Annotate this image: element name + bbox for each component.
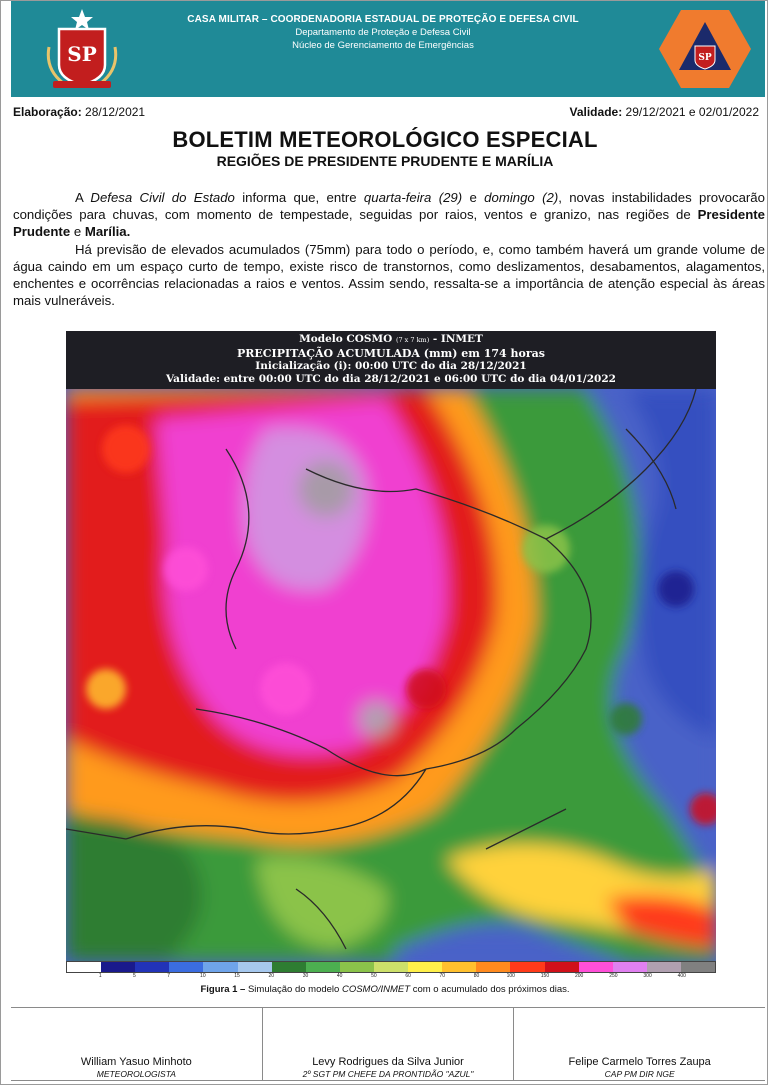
signature-name: Levy Rodrigues da Silva Junior xyxy=(312,1056,464,1068)
map-model-name: Modelo COSMO xyxy=(299,333,393,345)
dc-logo-text: SP xyxy=(698,53,712,63)
p1-text-3: e xyxy=(462,190,485,205)
sp-logo-text: SP xyxy=(67,42,97,66)
header-line-2: Departamento de Proteção e Defesa Civil xyxy=(295,27,471,38)
scale-tick-label: 40 xyxy=(336,973,343,979)
signature-role: METEOROLOGISTA xyxy=(96,1069,176,1079)
scale-swatches xyxy=(66,961,716,973)
scale-tick-label: 200 xyxy=(574,973,584,979)
p1-domingo: domingo (2) xyxy=(484,190,559,205)
scale-swatch xyxy=(135,962,169,972)
validade-value: 29/12/2021 e 02/01/2022 xyxy=(625,105,759,119)
scale-ticks xyxy=(66,973,716,981)
scale-tick-label: 20 xyxy=(268,973,275,979)
header-text xyxy=(131,13,635,52)
scale-swatch xyxy=(169,962,203,972)
scale-tick-label: 5 xyxy=(133,973,136,979)
header-banner xyxy=(11,1,765,97)
scale-swatch xyxy=(476,962,510,972)
caption-label: Figura 1 – xyxy=(200,984,246,995)
scale-tick-label: 300 xyxy=(643,973,652,979)
scale-swatch xyxy=(408,962,442,972)
elaboracao-label: Elaboração: xyxy=(13,105,82,119)
sao-paulo-coat-of-arms-icon xyxy=(45,7,119,91)
p1-quarta: quarta-feira (29) xyxy=(363,190,463,205)
header-line-1: CASA MILITAR – COORDENADORIA ESTADUAL DE PROTEÇÃO E DEFESA CIVIL xyxy=(187,14,579,25)
caption-text-2: com o acumulado dos próximos dias. xyxy=(410,984,570,995)
scale-swatch xyxy=(101,962,135,972)
scale-swatch xyxy=(647,962,681,972)
p1-defesa-civil: Defesa Civil do Estado xyxy=(90,190,235,205)
scale-swatch xyxy=(579,962,613,972)
scale-swatch xyxy=(203,962,237,972)
p1-text-5: e xyxy=(70,224,85,240)
scale-swatch xyxy=(442,962,476,972)
scale-swatch xyxy=(374,962,408,972)
signature-name: Felipe Carmelo Torres Zaupa xyxy=(568,1056,711,1068)
scale-swatch xyxy=(681,962,715,972)
scale-swatch xyxy=(272,962,306,972)
validade-date xyxy=(570,105,760,119)
defesa-civil-logo-icon xyxy=(657,8,753,90)
figure-caption xyxy=(1,984,768,995)
precipitation-map xyxy=(66,389,716,961)
signature-prontidao-chief xyxy=(263,1008,515,1080)
p1-presidente-prudente: Presidente Prudente xyxy=(13,207,765,240)
scale-tick-label: 30 xyxy=(302,973,309,979)
p1-text-2: informa que, entre xyxy=(234,190,364,205)
scale-swatch xyxy=(545,962,579,972)
bulletin-title: BOLETIM METEOROLÓGICO ESPECIAL xyxy=(172,127,598,152)
map-header xyxy=(66,331,716,389)
scale-tick-label: 1 xyxy=(98,973,102,979)
map-header-line-4: Validade: entre 00:00 UTC do dia 28/12/2021 e 06:00 UTC do dia 04/01/2022 xyxy=(166,373,616,385)
paragraph-1 xyxy=(13,189,765,241)
bulletin-subtitle: REGIÕES DE PRESIDENTE PRUDENTE E MARÍLIA xyxy=(216,153,554,169)
signature-meteorologist xyxy=(11,1008,263,1080)
elaboracao-date xyxy=(13,105,145,119)
p1-marilia: Marília. xyxy=(84,224,131,240)
scale-swatch xyxy=(613,962,647,972)
scale-swatch xyxy=(306,962,340,972)
scale-tick-label: 150 xyxy=(540,973,550,979)
signature-director xyxy=(514,1008,765,1080)
map-model-resolution: (7 x 7 km) xyxy=(395,336,430,344)
scale-swatch xyxy=(238,962,272,972)
scale-swatch xyxy=(510,962,544,972)
precipitation-map-graphic xyxy=(66,389,716,961)
map-header-line-1 xyxy=(66,331,716,347)
validade-label: Validade: xyxy=(569,105,623,119)
elaboracao-value: 28/12/2021 xyxy=(85,105,146,119)
precipitation-map-figure xyxy=(66,331,716,981)
scale-swatch xyxy=(340,962,374,972)
signature-name: William Yasuo Minhoto xyxy=(80,1056,192,1068)
precipitation-color-scale xyxy=(66,961,716,981)
scale-tick-label: 50 xyxy=(371,973,377,979)
caption-text-1: Simulação do modelo xyxy=(245,984,342,995)
map-model-source: - INMET xyxy=(429,333,483,345)
signature-role: CAP PM DIR NGE xyxy=(604,1069,675,1079)
scale-tick-label: 80 xyxy=(473,973,480,979)
scale-tick-label: 100 xyxy=(506,973,515,979)
scale-tick-label: 250 xyxy=(609,973,618,979)
scale-tick-label: 7 xyxy=(167,973,171,979)
scale-tick-label: 70 xyxy=(439,973,446,979)
paragraph-2: Há previsão de elevados acumulados (75mm) para todo o período, e, como também haverá um grande volume de água caindo em um espaço curto de tempo, existe risco de transtornos, como deslizamentos, desabamentos, alagamentos, enchentes e ocorrências relacionadas a raios e ventos. Assim sendo, ressalta-se a importância de atenção especial às áreas mais vulneráveis. xyxy=(13,241,765,309)
map-header-line-2: PRECIPITAÇÃO ACUMULADA (mm) em 174 horas xyxy=(237,347,545,360)
scale-tick-label: 60 xyxy=(405,973,411,979)
meta-row xyxy=(13,105,759,121)
map-header-line-3: Inicialização (i): 00:00 UTC do dia 28/12/2021 xyxy=(255,360,527,372)
p1-text-4: , novas instabilidades provocarão condições para chuvas, com momento de tempestade, seguidas por raios, ventos e granizo, nas regiões de xyxy=(13,190,765,223)
signature-table xyxy=(11,1007,765,1081)
p1-text: A xyxy=(75,190,91,205)
signature-role: 2º SGT PM CHEFE DA PRONTIDÃO "AZUL" xyxy=(302,1069,474,1079)
scale-swatch xyxy=(67,962,101,972)
scale-tick-label: 15 xyxy=(234,973,240,979)
header-line-3: Núcleo de Gerenciamento de Emergências xyxy=(292,40,474,51)
scale-tick-label: 400 xyxy=(677,973,686,979)
bulletin-body xyxy=(13,189,765,309)
scale-tick-label: 10 xyxy=(200,973,206,979)
caption-model: COSMO/INMET xyxy=(341,984,411,995)
